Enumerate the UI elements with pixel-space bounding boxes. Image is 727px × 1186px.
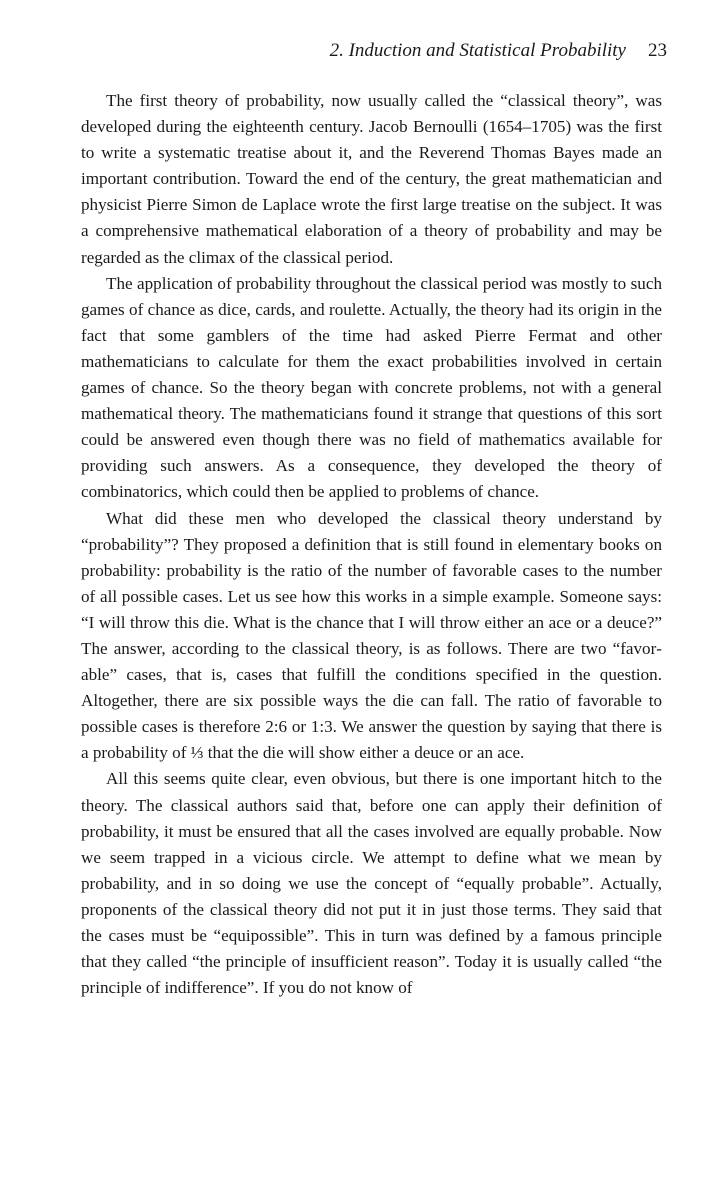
running-head (60, 38, 667, 64)
body-text (81, 88, 662, 1001)
paragraph-2: The application of probability throughout the classical period was mostly to such games of chance as dice, cards, and roulette. Actually, the theory had its origin in the fact that some gamblers of the time had asked Pierre Fermat and other mathematicians to calculate for them the exact probabilities involved in certain games of chance. So the theory began with concrete problems, not with a general mathematical theory. The mathematicians found it strange that questions of this sort could be answered even though there was no field of mathematics available for providing such answers. As a consequence, they developed the theory of combinatorics, which could then be applied to problems of chance. (81, 273, 662, 502)
paragraph-1: The first theory of probability, now usually called the “classical theory”, was developed during the eighteenth century. Jacob Bernoulli (1654–1705) was the first to write a systematic treatise about it, and the Reverend Thomas Bayes made an important contribution. Toward the end of the century, the great mathematician and physicist Pierre Simon de Laplace wrote the first large treatise on the subject. It was a comprehensive mathematical elaboration of a theory of probability and may be regarded as the climax of the classical period. (81, 91, 662, 267)
page-number: 23 (648, 40, 667, 61)
paragraph-4: All this seems quite clear, even obvious, but there is one important hitch to the theory. The classical authors said that, before one can apply their definition of probability, it must be ensured that all the cases involved are equally probable. Now we seem trapped in a vicious circle. We attempt to define what we mean by probability, and in so doing we use the concept of “equally probable”. Actually, proponents of the classical theory did not put it in just those terms. They said that the cases must be “equipossible”. This in turn was defined by a famous principle that they called “the principle of insufficient reason”. Today it is usually called “the principle of indifference”. If you do not know of (81, 769, 662, 998)
chapter-title: 2. Induction and Statistical Probability (329, 40, 626, 61)
paragraph-3: What did these men who developed the classical theory understand by “probability”? They proposed a definition that is still found in elementary books on probability: probability is the ratio of the number of favorable cases to the number of all possible cases. Let us see how this works in a simple example. Someone says: “I will throw this die. What is the chance that I will throw either an ace or a deuce?” The answer, according to the classical theory, is as follows. There are two “favorable” cases, that is, cases that fulfill the conditions specified in the question. Altogether, there are six possible ways the die can fall. The ratio of favorable to possible cases is therefore 2:6 or 1:3. We answer the question by saying that there is a probability of ⅓ that the die will show either a deuce or an ace. (81, 508, 662, 763)
